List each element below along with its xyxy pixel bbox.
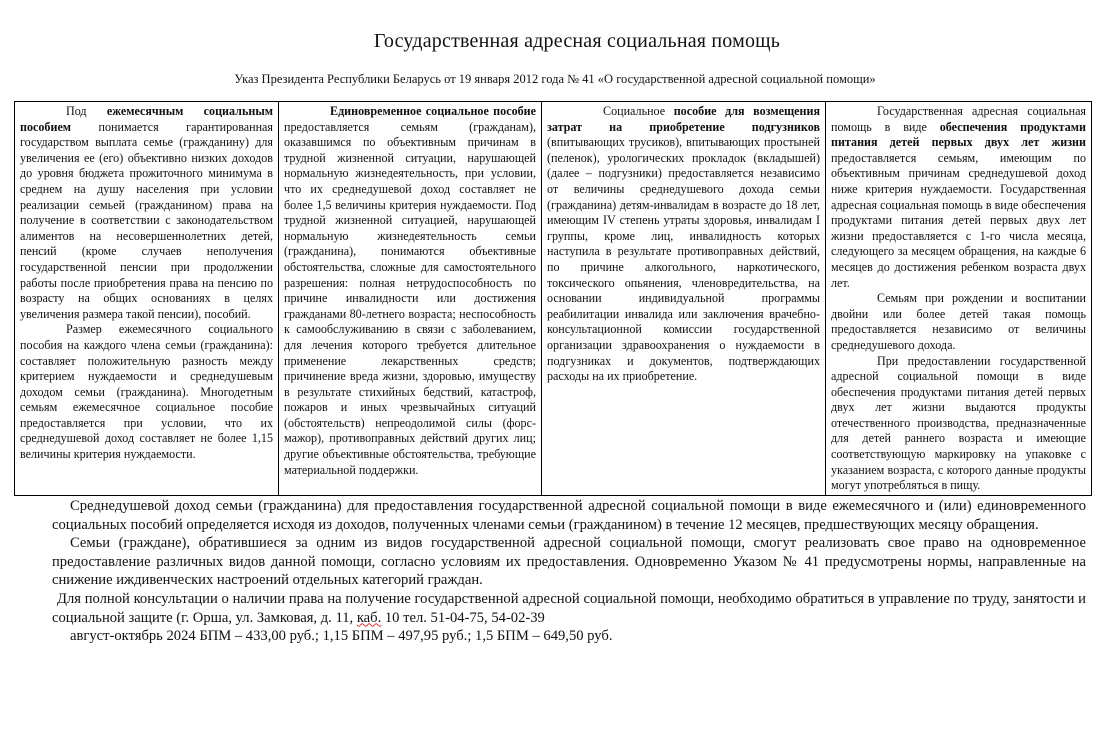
text: предоставляется семьям, имеющим по объективным причинам среднедушевой доход ниже критерия нуждаемости. Государственная адресная социальная помощь в виде обеспечения продуктами питания детей первых двух лет жизни предоставляется с 1-го числа месяца, следующего за месяцем обращения, на каждые 6 месяцев до достижения ребенком возраста двух лет. (831, 150, 1086, 290)
decree-subtitle: Указ Президента Республики Беларусь от 19 января 2012 года № 41 «О государственной адресной социальной помощи» (234, 72, 876, 86)
text: понимается гарантированная государством выплата семье (гражданину) для увеличения ее (его) объективно низких доходов до уровня бюджета прожиточного минимума в среднем на душу населения при условии реализации семьей (гражданином) права на получение в соответствии с законодательством алиментов на несовершеннолетних детей, пенсий (кроме случаев неполучения государственной пенсии при продолжении работы после приобретения права на пенсию по возрасту на общих основаниях в целях увеличения размера такой пенсии), пособий. (20, 119, 273, 321)
monthly-benefit-amount: Размер ежемесячного социального пособия на каждого члена семьи (гражданина): составляет положительную разность между критерием нуждаемости и среднедушевым доходом семьи (гражданина). Многодетным семьям ежемесячное социальное пособие предоставляется при условии, что их среднедушевой доход составляет не более 1,15 величины критерия нуждаемости. (20, 322, 273, 462)
food-assistance-definition (831, 104, 1086, 291)
food-assistance-products: При предоставлении государственной адресной социальной помощи в виде обеспечения продуктами питания детей первых двух лет жизни выдаются продукты отечественного производства, предназначенные для детей раннего возраста и имеющие соответствующую маркировку на упаковке с указанием возраста, с которого данные продукты могут употребляться в пищу. (831, 353, 1086, 493)
text: Государственная адресная социальная помощь в виде (831, 104, 1086, 134)
body-text (52, 497, 1086, 646)
page-title: Государственная адресная социальная помощь (373, 30, 781, 52)
text: 10 тел. 51-04-75, 54-02-39 (381, 609, 545, 626)
contact-paragraph (52, 590, 1086, 627)
text: предоставляется семьям (гражданам), оказавшимся по объективным причинам в трудной жизненной ситуации, нарушающей нормальную жизнедеятельность, при условии, что их среднедушевой доход составляет не более 1,5 величины критерия нуждаемости. Под трудной жизненной ситуацией, нарушающей нормальную жизнедеятельность семьи (гражданина), понимаются объективные обстоятельства, сложные для самостоятельного разрешения: полная нетрудоспособность по причине инвалидности или достижения гражданами 80-летнего возраста; неспособность к самообслуживанию в связи с заболеванием, для лечения которого требуется длительное применение лекарственных средств; причинение вреда жизни, здоровью, имуществу в результате стихийных бедствий, катастроф, пожаров и иных чрезвычайных ситуаций (обстоятельств) непреодолимой силы (форс-мажор), противоправных действий других лиц; другие объективные обстоятельства, требующие материальной поддержки. (284, 119, 536, 477)
one-time-benefit-term: Единовременное социальное пособие (330, 104, 536, 118)
families-paragraph: Семьи (граждане), обратившиеся за одним из видов государственной адресной социальной помощи, смогут реализовать свое право на одновременное предоставление различных видов данной помощи, согласно условиям их предоставления. Одновременно Указом № 41 предусмотрены нормы, направленные на снижение иждивенческих настроений отдельных категорий граждан. (52, 535, 1086, 589)
benefits-table (14, 101, 1092, 496)
diaper-benefit-definition (547, 104, 820, 385)
monthly-benefit-term: ежемесячным социальным пособием (20, 104, 273, 134)
column-diaper-benefit (542, 102, 826, 495)
text: Для полной консультации о наличии права на получение государственной адресной социальной помощи, необходимо обратиться в управление по труду, занятости и социальной защите (г. Орша, ул. Замковая, д. 11, (52, 590, 1086, 626)
diaper-benefit-term: пособие для возмещения затрат на приобретение подгузников (547, 104, 821, 134)
column-monthly-benefit (15, 102, 279, 495)
spellcheck-word: каб. (356, 609, 382, 626)
text: Под (66, 104, 107, 118)
column-food-assistance (826, 102, 1091, 495)
food-assistance-term: обеспечения продуктами питания детей первых двух лет жизни (831, 119, 1086, 150)
one-time-benefit-definition (284, 104, 536, 478)
text: (впитывающих трусиков), впитывающих простыней (пеленок), урологических прокладок (вкладышей) (далее – подгузники) предоставляется независимо от величины среднедушевого дохода семьи (гражданина) детям-инвалидам в возрасте до 18 лет, имеющим IV степень утраты здоровья, инвалидам I группы, кроме лиц, инвалидность которых наступила в результате противоправных действий, по причине алкогольного, наркотического, токсического опьянения, членовредительства, на основании индивидуальной программы реабилитации инвалида или заключения врачебно-консультационной комиссии государственной организации здравоохранения о нуждаемости в подгузниках и документов, подтверждающих расходы на их приобретение. (547, 135, 820, 384)
text: Социальное (603, 104, 674, 118)
column-one-time-benefit (279, 102, 542, 495)
monthly-benefit-definition (20, 104, 273, 322)
food-assistance-twins: Семьям при рождении и воспитании двойни или более детей такая помощь предоставляется независимо от величины среднедушевого дохода. (831, 291, 1086, 352)
income-paragraph: Среднедушевой доход семьи (гражданина) для предоставления государственной адресной социальной помощи в виде ежемесячного и (или) единовременного социальных пособий определяется исходя из доходов, полученных членами семьи (гражданином) в течение 12 месяцев, предшествующих месяцу обращения. (52, 498, 1086, 533)
subsistence-rates: август-октябрь 2024 БПМ – 433,00 руб.; 1,15 БПМ – 497,95 руб.; 1,5 БПМ – 649,50 руб. (70, 628, 613, 645)
